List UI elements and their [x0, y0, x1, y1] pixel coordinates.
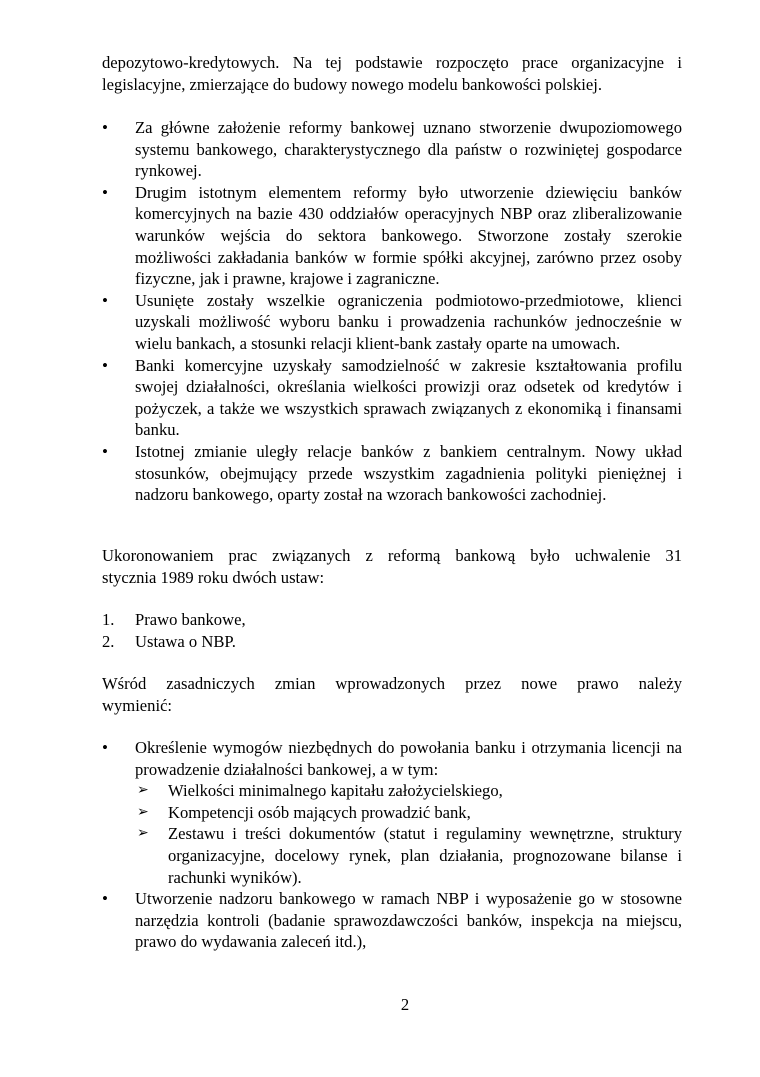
changes-paragraph [102, 673, 682, 716]
list-item-text: Usunięte zostały wszelkie ograniczenia podmiotowo-przedmiotowe, klienci uzyskali możliwość wyboru banku i prowadzenia rachunków jednocześnie w wielu bankach, a stosunki relacji klient-bank zastały oparte na umowach. [135, 290, 682, 353]
list-number: 2. [102, 631, 115, 651]
list-item-text: Za główne założenie reformy bankowej uznano stworzenie dwupoziomowego systemu bankowego, charakterystycznego dla państw o rozwiniętej gospodarce rynkowej. [135, 118, 682, 181]
changes-line-2: wymienić: [102, 695, 173, 715]
page-number: 2 [400, 995, 410, 1014]
laws-line-1: Ukoronowaniem prac związanych z reformą bankową było uchwalenie 31 [102, 546, 682, 565]
list-item [102, 609, 682, 631]
bullet-icon: • [102, 738, 108, 757]
sublist-item [135, 823, 682, 888]
bullet-icon: • [102, 355, 108, 375]
sublist-item-text: Kompetencji osób mających prowadzić bank, [168, 802, 471, 822]
list-item-text: Istotnej zmianie uległy relacje banków z bankiem centralnym. Nowy układ stosunków, obejmujący przede wszystkim zagadnienia polityki pieniężnej i nadzoru bankowego, oparty został na wzorach bankowości zachodniej. [135, 441, 682, 505]
list-item-text: Utworzenie nadzoru bankowego w ramach NBP i wyposażenie go w stosowne narzędzia kontroli (badanie sprawozdawczości banków, inspekcja na miejscu, prawo do wydawania zaleceń itd.), [135, 889, 682, 952]
laws-list [102, 609, 682, 652]
bullet-icon: • [102, 441, 108, 461]
arrow-bullet-icon: ➢ [137, 803, 149, 820]
sublist-item [135, 780, 682, 802]
arrow-bullet-icon: ➢ [137, 782, 149, 799]
list-item [102, 441, 682, 506]
list-item [102, 631, 682, 653]
intro-line-1: depozytowo-kredytowych. Na tej podstawie rozpoczęto prace organizacyjne i [102, 53, 682, 72]
changes-line-1: Wśród zasadniczych zmian wprowadzonych przez nowe prawo należy [102, 674, 682, 693]
intro-line-2: legislacyjne, zmierzające do budowy nowego modelu bankowości polskiej. [102, 74, 602, 94]
bullet-icon: • [102, 118, 108, 137]
list-item [102, 737, 682, 888]
list-item-text: Prawo bankowe, [135, 610, 246, 629]
laws-paragraph [102, 545, 682, 588]
bullet-icon: • [102, 290, 108, 310]
sublist-item-text: Wielkości minimalnego kapitału założycielskiego, [168, 781, 503, 801]
list-item [102, 290, 682, 355]
list-item [102, 117, 682, 182]
sublist-item [135, 802, 682, 824]
list-item-text: Określenie wymogów niezbędnych do powołania banku i otrzymania licencji na prowadzenie działalności bankowej, a w tym: [135, 738, 682, 779]
list-item-text: Banki komercyjne uzyskały samodzielność w zakresie kształtowania profilu swojej działalności, określania wielkości prowizji oraz odsetek od kredytów i pożyczek, a także we wszystkich sprawach związanych z ekonomiką i finansami banku. [135, 355, 682, 440]
changes-list [102, 737, 682, 953]
list-item [102, 182, 682, 290]
list-item [102, 355, 682, 441]
requirements-sublist [135, 780, 682, 888]
laws-line-2: stycznia 1989 roku dwóch ustaw: [102, 567, 325, 587]
arrow-bullet-icon: ➢ [137, 825, 149, 842]
list-item [102, 888, 682, 953]
list-item-text: Ustawa o NBP. [135, 631, 236, 651]
list-number: 1. [102, 610, 115, 629]
intro-paragraph [102, 52, 682, 95]
bullet-icon: • [102, 182, 108, 202]
bullet-icon: • [102, 889, 108, 909]
sublist-item-text: Zestawu i treści dokumentów (statut i regulaminy wewnętrzne, struktury organizacyjne, docelowy rynek, plan działania, prognozowane bilanse i rachunki wyników). [168, 824, 682, 887]
list-item-text: Drugim istotnym elementem reformy było utworzenie dziewięciu banków komercyjnych na bazie 430 oddziałów operacyjnych NBP oraz zliberalizowanie warunków wejścia do sektora bankowego. Stworzone zostały szerokie możliwości zakładania banków w formie spółki akcyjnej, zarówno przez osoby fizyczne, jak i prawne, krajowe i zagraniczne. [135, 182, 682, 289]
reform-points-list [102, 117, 682, 506]
